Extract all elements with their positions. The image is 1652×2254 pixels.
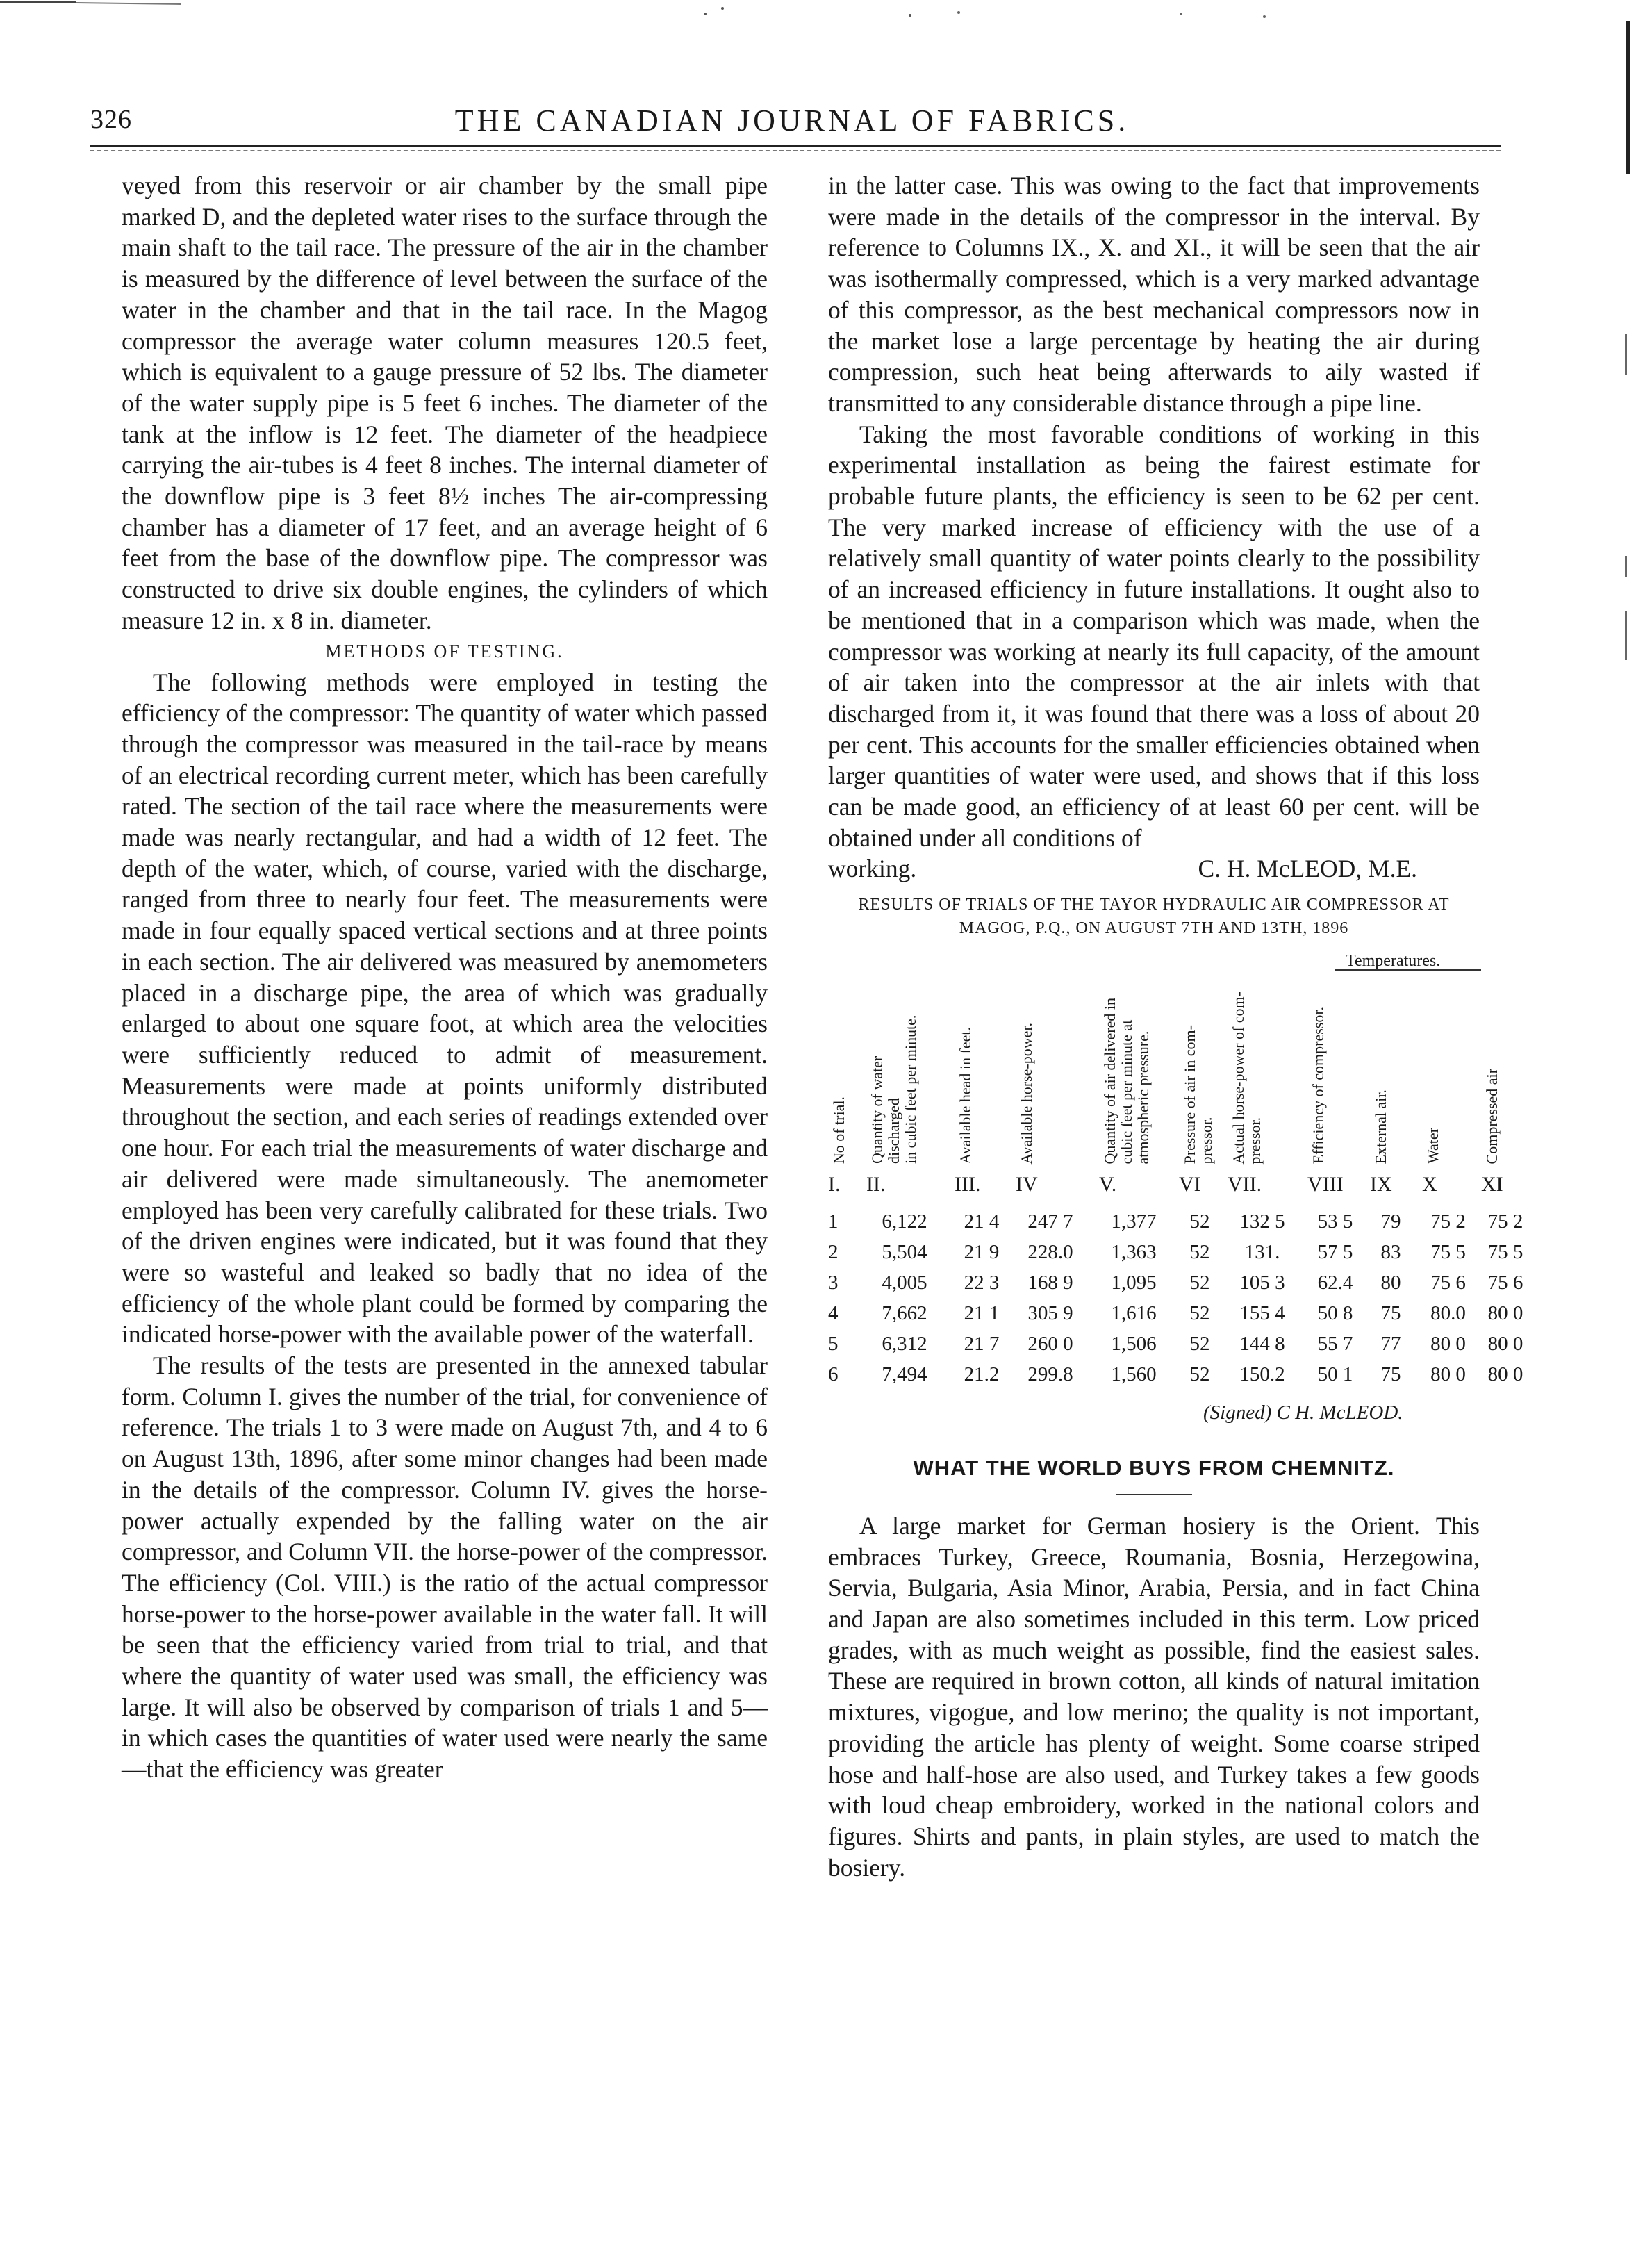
temperatures-bracket: [1335, 969, 1481, 971]
table-cell: 150.2: [1239, 1363, 1285, 1386]
column-header: Available horse-power.: [1018, 1022, 1035, 1165]
table-cell: 52: [1189, 1363, 1210, 1386]
column-numeral: VIII: [1307, 1173, 1344, 1196]
paragraph: veyed from this reservoir or air chamber by the small pipe marked D, and the depleted water rises to the surface through the main shaft to the tail race. The pressure of the air in the chamber is measured by the difference of level between the surface of the water in the chamber and that in the tail race. In the Magog compressor the average water column measures 120.5 feet, which is equivalent to a gauge pressure of 52 lbs. The diameter of the water supply pipe is 5 feet 6 inches. The diameter of the tank at the inflow is 12 feet. The diameter of the headpiece carrying the air-tubes is 4 feet 8 inches. The internal diameter of the downflow pipe is 3 feet 8½ inches The air-compressing chamber has a diameter of 17 feet, and an average height of 6 feet from the base of the downflow pipe. The compressor was constructed to drive six double engines, the cylinders of which measure 12 in. x 8 in. diameter.: [122, 172, 768, 634]
paragraph: The results of the tests are presented in the annexed tabular form. Column I. gives the number of the trial, for convenience of reference. The trials 1 to 3 were made on August 7th, and 4 to 6 on August 13th, 1896, after some minor changes had been made in the details of the compressor. Column IV. gives the horse-power actually expended by the falling water on the air compressor, and Column VII. the horse-power of the compressor. The efficiency (Col. VIII.) is the ratio of the actual compressor horse-power to the horse-power available in the water fall. It will be seen that the efficiency varied from trial to trial, and that where the quantity of water used was small, the efficiency was large. It will also be observed by comparison of trials 1 and 5—in which cases the quantities of water used were nearly the same—that the efficiency was greater: [122, 1351, 768, 1784]
paragraph: in the latter case. This was owing to the fact that improvements were made in the details of the compressor in the interval. By reference to Columns IX., X. and XI., it will be seen that the air was isothermally compressed, which is a very marked advantage of this compressor, as the best mechanical compressors now in the market lose a large percentage by heating the air during compression, such heat being afterwards to aily wasted if transmitted to any considerable distance through a pipe line.: [828, 172, 1480, 417]
table-cell: 1: [828, 1210, 839, 1233]
table-signature: (Signed) C H. McLEOD.: [1203, 1401, 1403, 1424]
column-header: Pressure of air in com- pressor.: [1181, 1024, 1215, 1165]
table-cell: 2: [828, 1241, 839, 1264]
table-cell: 5: [828, 1333, 839, 1356]
table-cell: 50 1: [1317, 1363, 1353, 1386]
column-header: Actual horse-power of com- pressor.: [1230, 991, 1264, 1165]
table-cell: 131.: [1244, 1241, 1280, 1264]
table-cell: 155 4: [1239, 1302, 1285, 1325]
table-cell: 52: [1189, 1241, 1210, 1264]
column-header: Compressed air: [1483, 1068, 1501, 1165]
table-cell: 21 4: [964, 1210, 1000, 1233]
table-cell: 6: [828, 1363, 839, 1386]
column-numeral: VII.: [1228, 1173, 1262, 1196]
column-numeral: III.: [955, 1173, 981, 1196]
column-numeral: I.: [828, 1173, 841, 1196]
results-table: [828, 946, 1523, 1425]
column-header: No of trial.: [830, 1096, 848, 1165]
table-cell: 7,662: [882, 1302, 927, 1325]
table-cell: 299.8: [1027, 1363, 1073, 1386]
table-cell: 7,494: [882, 1363, 927, 1386]
table-cell: 79: [1380, 1210, 1401, 1233]
column-header: Efficiency of compressor.: [1310, 1006, 1327, 1165]
table-cell: 77: [1380, 1333, 1401, 1356]
table-cell: 4,005: [882, 1272, 927, 1294]
last-word: working.: [828, 855, 917, 883]
table-cell: 62.4: [1317, 1272, 1353, 1294]
table-cell: 83: [1380, 1241, 1401, 1264]
column-numeral: X: [1422, 1173, 1437, 1196]
table-cell: 105 3: [1239, 1272, 1285, 1294]
table-cell: 6,312: [882, 1333, 927, 1356]
table-cell: 228.0: [1027, 1241, 1073, 1264]
page-number: 326: [90, 105, 132, 134]
table-cell: 55 7: [1317, 1333, 1353, 1356]
table-cell: 75 6: [1430, 1272, 1466, 1294]
table-cell: 5,504: [882, 1241, 927, 1264]
temperatures-label: Temperatures.: [1346, 952, 1441, 971]
table-cell: 168 9: [1027, 1272, 1073, 1294]
author: C. H. McLEOD, M.E.: [1198, 855, 1417, 883]
table-cell: 52: [1189, 1272, 1210, 1294]
section-title: WHAT THE WORLD BUYS FROM CHEMNITZ.: [913, 1456, 1395, 1481]
table-cell: 80 0: [1487, 1302, 1523, 1325]
table-cell: 305 9: [1027, 1302, 1073, 1325]
table-cell: 75: [1380, 1302, 1401, 1325]
table-cell: 75 5: [1430, 1241, 1466, 1264]
table-cell: 21 9: [964, 1241, 1000, 1264]
table-cell: 80 0: [1430, 1333, 1466, 1356]
table-caption: RESULTS OF TRIALS OF THE TAYOR HYDRAULIC AIR COMPRESSOR AT MAGOG, P.Q., ON AUGUST 7TH AND 13TH, 1896: [858, 896, 1450, 938]
table-cell: 80 0: [1487, 1333, 1523, 1356]
table-cell: 75 2: [1430, 1210, 1466, 1233]
table-cell: 1,616: [1111, 1302, 1157, 1325]
column-header: Quantity of water discharged in cubic feet per minute.: [868, 1014, 919, 1165]
page-header: [90, 104, 1494, 146]
table-cell: 80: [1380, 1272, 1401, 1294]
table-cell: 53 5: [1317, 1210, 1353, 1233]
table-cell: 52: [1189, 1302, 1210, 1325]
table-cell: 1,363: [1111, 1241, 1157, 1264]
column-numeral: V.: [1099, 1173, 1117, 1196]
section-subheading: METHODS OF TESTING.: [325, 641, 564, 661]
table-cell: 22 3: [964, 1272, 1000, 1294]
journal-title: THE CANADIAN JOURNAL OF FABRICS.: [454, 104, 1130, 138]
column-numeral: XI: [1481, 1173, 1503, 1196]
paragraph: A large market for German hosiery is the Orient. This embraces Turkey, Greece, Roumania, Bosnia, Herzegowina, Servia, Bulgaria, Asia Minor, Arabia, Persia, and in fact China and Japan are also sometimes included in this term. Low priced grades, with as much weight as possible, find the easiest sales. These are required in brown cotton, all kinds of natural imitation mixtures, vigogue, and low merino; the quality is not important, providing the article has plenty of weight. Some coarse striped hose and half-hose are also used, and Turkey takes a few goods with loud cheap embroidery, worked in the national colors and figures. Shirts and pants, in plain styles, are used to match the bosiery.: [828, 1511, 1480, 1882]
table-cell: 21.2: [964, 1363, 1000, 1386]
paragraph: Taking the most favorable conditions of working in this experimental installation as being the fairest estimate for probable future plants, the efficiency is seen to be 62 per cent. The very marked increase of efficiency with the use of a relatively small quantity of water points clearly to the possibility of an increased efficiency in future installations. It ought also to be mentioned that in a comparison which was made, when the compressor was working at nearly its full capacity, of the amount of air taken into the compressor at the air inlets with that discharged from it, it was found that there was a loss of about 20 per cent. This accounts for the smaller efficiencies obtained when larger quantities of water were used, and shows that if this loss can be made good, an efficiency of at least 60 per cent. will be obtained under all conditions of: [828, 420, 1480, 852]
column-numeral: IV: [1016, 1173, 1038, 1196]
column-header: Quantity of air delivered in cubic feet per minute at atmospheric pressure.: [1101, 997, 1152, 1165]
header-rule: [90, 145, 1501, 147]
table-cell: 75 2: [1487, 1210, 1523, 1233]
table-cell: 4: [828, 1302, 839, 1325]
right-column: [828, 170, 1523, 1883]
table-cell: 3: [828, 1272, 839, 1294]
column-numeral: IX: [1370, 1173, 1392, 1196]
table-cell: 247 7: [1027, 1210, 1073, 1233]
paragraph: The following methods were employed in testing the efficiency of the compressor: The quantity of water which passed through the compressor was measured in the tail-race by means of an electrical recording current meter, which has been carefully rated. The section of the tail race where the measurements were made was nearly rectangular, and had a width of 12 feet. The depth of the water, which, of course, varied with the discharge, ranged from three to nearly four feet. The measurements were made in four equally spaced vertical sections and at three points in each section. The air delivered was measured by anemometers placed in a discharge pipe, the area of which was gradually enlarged to about one square foot, at which area the velocities were sufficiently reduced to admit of measurement. Measurements were made at points uniformly distributed throughout the section, and each series of readings extended over one hour. For each trial the measurements of water discharge and air delivered were made simultaneously. The anemometer employed has been very carefully calibrated for these trials. Two of the driven engines were indicated, but it was found that they were so wasteful and leaked so badly that no idea of the efficiency of the whole plant could be formed by comparing the indicated horse-power with the available power of the waterfall.: [122, 668, 768, 1349]
left-column: [122, 170, 768, 1785]
table-cell: 1,377: [1111, 1210, 1157, 1233]
scan-edge-bar: [1626, 21, 1630, 174]
table-cell: 80 0: [1487, 1363, 1523, 1386]
column-numeral: II.: [866, 1173, 886, 1196]
table-cell: 21 7: [964, 1333, 1000, 1356]
table-cell: 52: [1189, 1333, 1210, 1356]
table-cell: 1,095: [1111, 1272, 1157, 1294]
column-header: Water: [1424, 1128, 1442, 1165]
table-cell: 21 1: [964, 1302, 1000, 1325]
table-cell: 80.0: [1430, 1302, 1466, 1325]
scan-edge-mark: [1625, 611, 1627, 660]
scan-edge-mark: [1625, 556, 1627, 577]
table-cell: 80 0: [1430, 1363, 1466, 1386]
section-rule: [1116, 1494, 1192, 1495]
table-cell: 52: [1189, 1210, 1210, 1233]
table-cell: 132 5: [1239, 1210, 1285, 1233]
column-header: External air.: [1372, 1089, 1389, 1165]
table-cell: 1,506: [1111, 1333, 1157, 1356]
table-cell: 50 8: [1317, 1302, 1353, 1325]
table-cell: 1,560: [1111, 1363, 1157, 1386]
column-numeral: VI: [1179, 1173, 1201, 1196]
scan-edge-mark: [1625, 334, 1627, 375]
table-cell: 57 5: [1317, 1241, 1353, 1264]
table-cell: 6,122: [882, 1210, 927, 1233]
table-cell: 260 0: [1027, 1333, 1073, 1356]
scan-edge-artifacts: [0, 0, 1652, 28]
table-cell: 144 8: [1239, 1333, 1285, 1356]
column-header: Available head in feet.: [957, 1026, 974, 1165]
signature-line: [828, 853, 1480, 885]
header-rule-dashed: [90, 150, 1501, 151]
table-cell: 75 6: [1487, 1272, 1523, 1294]
table-cell: 75: [1380, 1363, 1401, 1386]
table-cell: 75 5: [1487, 1241, 1523, 1264]
